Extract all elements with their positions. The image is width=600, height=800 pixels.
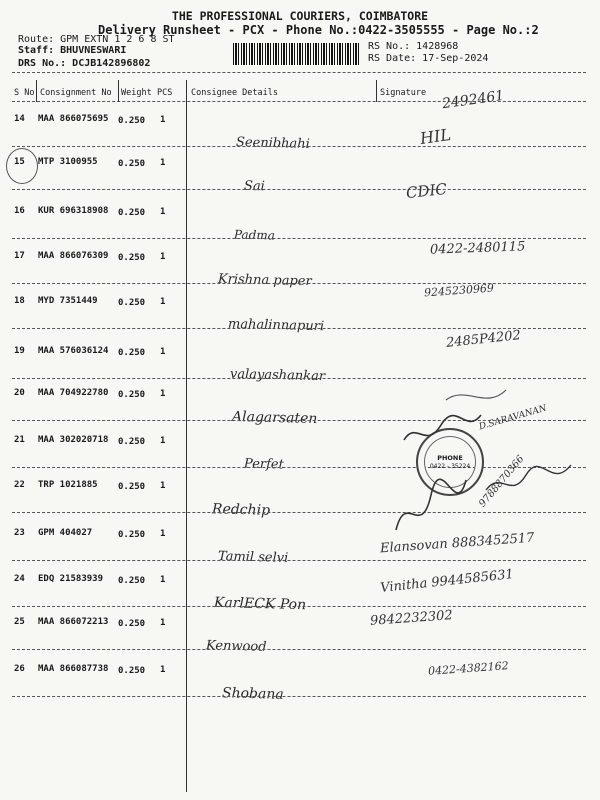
row-consignment-no: MAA 302020718 [38,435,109,445]
company-name: THE PROFESSIONAL COURIERS, COIMBATORE [171,9,429,23]
row-separator [12,378,586,379]
row-weight: 0.250 [118,253,146,263]
col-header-weight: Weight [121,88,152,98]
row-pcs: 1 [160,115,166,125]
row-sno: 24 [14,574,25,584]
header-rule-top [12,72,586,73]
pen-circle-mark [6,148,38,184]
row-consignee-name: Seenibhahi [235,135,310,152]
row-consignment-no: MAA 866087738 [38,664,109,674]
row-pcs: 1 [160,207,166,217]
row-consignee-name: Krishna paper [217,271,312,290]
row-signature: HIL [418,124,453,149]
runsheet-title: Delivery Runsheet - PCX - Phone No.:0422-3505555 - Page No.:2 [98,23,539,37]
row-pcs: 1 [160,618,166,628]
row-consignee-name: Tamil selvi [217,549,289,566]
row-consignment-no: MTP 3100955 [38,157,98,167]
row-weight: 0.250 [118,437,146,447]
row-separator [12,146,586,147]
row-consignee-name: Redchip [211,501,271,519]
stamp-line-2: 0422 - 35224 [429,463,471,470]
row-weight: 0.250 [118,619,146,629]
row-consignee-name: Shobana [221,685,284,703]
rs-date: RS Date: 17-Sep-2024 [368,53,489,64]
row-sno: 18 [14,296,25,306]
row-signature: 2492461 [441,87,506,113]
col-sep [376,80,377,102]
row-separator [12,560,586,561]
row-separator [12,649,586,650]
row-sno: 25 [14,617,25,627]
row-signature: D.SARAVANAN [477,403,548,433]
row-sno: 23 [14,528,25,538]
row-separator [12,238,586,239]
row-consignment-no: GPM 404027 [38,528,93,538]
barcode [233,43,361,65]
row-consignment-no: MAA 576036124 [38,346,109,356]
row-consignee-name: mahalinnapuri [227,316,325,335]
row-signature: Vinitha 9944585631 [379,567,515,596]
row-consignment-no: EDQ 21583939 [38,574,104,584]
row-consignee-name: Perfet [243,456,285,473]
row-signature: Elansovan 8883452517 [379,530,535,557]
route-line: Route: GPM EXTN 1 2 6 8 ST [18,34,175,45]
row-consignee-name: Sai [243,178,266,195]
row-weight: 0.250 [118,116,146,126]
col-header-consignee: Consignee Details [191,88,278,98]
row-weight: 0.250 [118,298,146,308]
row-sno: 16 [14,206,25,216]
row-pcs: 1 [160,436,166,446]
col-header-pcs: PCS [157,88,173,98]
rs-number: RS No.: 1428968 [368,41,459,52]
col-sep [186,80,187,792]
row-signature: 9842232302 [369,608,454,629]
staff-line: Staff: BHUVNESWARI [18,45,127,56]
drs-line: DRS No.: DCJB142896802 [18,58,151,69]
row-consignee-name: Kenwood [205,638,267,655]
row-consignment-no: TRP 1021885 [38,480,98,490]
row-weight: 0.250 [118,530,146,540]
row-consignee-name: KarlECK Pon [213,594,307,614]
row-sno: 20 [14,388,25,398]
row-sno: 15 [14,157,25,167]
col-header-sno: S No [14,88,35,98]
row-sno: 26 [14,664,25,674]
row-signature: 0422-2480115 [429,239,526,258]
row-consignment-no: MAA 704922780 [38,388,109,398]
row-weight: 0.250 [118,482,146,492]
row-signature: 9245230969 [423,281,495,300]
col-sep [118,80,119,102]
row-consignee-name: valayashankar [229,366,326,385]
row-sno: 22 [14,480,25,490]
row-consignment-no: KUR 696318908 [38,206,109,216]
row-separator [12,283,586,284]
row-separator [12,696,586,697]
row-sno: 14 [14,114,25,124]
row-sno: 21 [14,435,25,445]
row-consignee-name: Padma [233,227,276,243]
row-consignment-no: MAA 866076309 [38,251,109,261]
row-pcs: 1 [160,158,166,168]
row-pcs: 1 [160,575,166,585]
row-signature: 2485P4202 [445,328,522,351]
row-consignment-no: MAA 866075695 [38,114,109,124]
row-pcs: 1 [160,529,166,539]
row-signature: CDIC [405,179,448,203]
row-weight: 0.250 [118,208,146,218]
row-pcs: 1 [160,665,166,675]
row-pcs: 1 [160,389,166,399]
row-weight: 0.250 [118,159,146,169]
signature-scribbles [386,380,586,540]
row-pcs: 1 [160,252,166,262]
row-sno: 17 [14,251,25,261]
col-sep [36,80,37,102]
row-separator [12,328,586,329]
row-signature: 0422-4382162 [427,659,510,678]
row-weight: 0.250 [118,666,146,676]
row-separator [12,189,586,190]
row-signature: 9788870366 [477,453,527,510]
col-header-consignment: Consignment No [40,88,112,98]
row-pcs: 1 [160,297,166,307]
row-consignee-name: Alagarsaten [231,408,318,428]
row-sno: 19 [14,346,25,356]
stamp-line-1: PHONE [437,454,463,462]
row-consignment-no: MAA 866072213 [38,617,109,627]
row-weight: 0.250 [118,576,146,586]
row-pcs: 1 [160,481,166,491]
row-consignment-no: MYD 7351449 [38,296,98,306]
row-weight: 0.250 [118,390,146,400]
row-pcs: 1 [160,347,166,357]
col-header-signature: Signature [380,88,427,98]
row-separator [12,606,586,607]
row-weight: 0.250 [118,348,146,358]
